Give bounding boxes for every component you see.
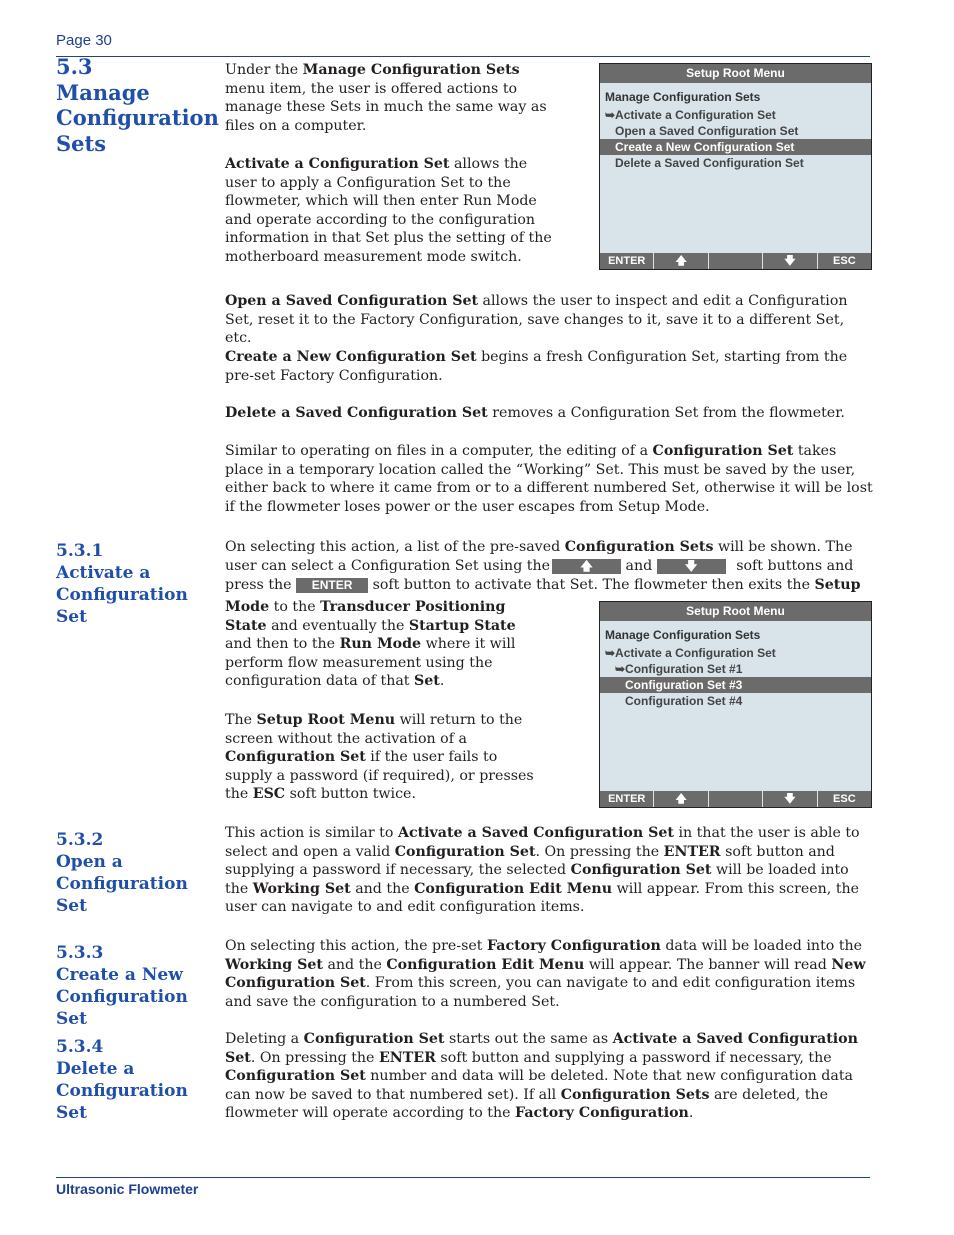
soft-key-bar <box>600 253 871 269</box>
soft-buttons-text: soft buttons and <box>736 558 854 574</box>
up-arrow-button-icon: 🡅 <box>552 559 621 574</box>
activate-summary-paragraph: Activate a Configuration Set allows the user to apply a Configuration Set to the flowmeter, which will then enter Run Mode and operate according to the configuration information in that Set plus the setting of the motherboard measurement mode switch. <box>225 156 552 265</box>
setup-root-return-paragraph: The Setup Root Menu will return to the screen without the activation of a Configuration Set if the user fails to supply a password (if required), or presses the ESC soft button twice. <box>225 712 534 803</box>
activate-detail-line3 <box>225 576 873 595</box>
footer-title: Ultrasonic Flowmeter <box>56 1181 199 1197</box>
setup-root-menu-screen-2 <box>599 601 872 808</box>
heading-5-3: 5.3 Manage Configuration Sets <box>56 54 219 156</box>
enter-button-icon: ENTER <box>296 578 368 593</box>
menu-item-delete[interactable]: Delete a Saved Configuration Set <box>615 156 804 170</box>
intro-paragraph: Under the Manage Configuration Sets menu item, the user is offered actions to manage these Sets in much the same way as files on a computer. <box>225 62 547 134</box>
blank-soft-key[interactable] <box>709 253 763 269</box>
delete-detail-paragraph: Deleting a Configuration Set starts out the same as Activate a Saved Configuration Set. On pressing the ENTER soft button and supplying a password if necessary, the Configuration Set number and data will be deleted. Note that new configuration data can now be saved to that numbered set). If all Configuration Sets are deleted, the flowmeter will operate according to the Factory Configuration. <box>225 1031 858 1122</box>
down-arrow-icon[interactable]: 🡇 <box>763 253 817 269</box>
up-arrow-icon[interactable]: 🡅 <box>654 253 708 269</box>
soft-key-bar <box>600 791 871 807</box>
menu-item-config-set-4[interactable]: Configuration Set #4 <box>625 694 743 708</box>
lcd-menu-header: Manage Configuration Sets <box>605 90 761 104</box>
menu-item-create-selected[interactable]: Create a New Configuration Set <box>600 139 871 155</box>
activate-detail-line1: On selecting this action, a list of the pre-saved Configuration Sets will be shown. The user can select a Configuration Set using the <box>225 539 853 574</box>
blank-soft-key[interactable] <box>709 791 763 807</box>
open-summary-paragraph: Open a Saved Configuration Set allows the user to inspect and edit a Configuration Set, reset it to the Factory Configuration, save changes to it, save it to a different Set, etc. <box>225 293 848 347</box>
and-text: and <box>625 558 653 574</box>
heading-5-3-1: 5.3.1 Activate a Configuration Set <box>56 541 188 627</box>
create-summary-paragraph: Create a New Configuration Set begins a fresh Configuration Set, starting from the pre-set Factory Configuration. <box>225 349 848 384</box>
activate-mode-paragraph: Mode to the Transducer Positioning State and eventually the Startup State and then to the Run Mode where it will perform flow measurement using the configuration data of that Set. <box>225 599 516 690</box>
open-detail-paragraph: This action is similar to Activate a Saved Configuration Set in that the user is able to select and open a valid Configuration Set. On pressing the ENTER soft button and supplying a password if necessary, the selected Configuration Set will be loaded into the Working Set and the Configuration Edit Menu will appear. From this screen, the user can navigate to and edit configuration items. <box>225 825 860 916</box>
down-arrow-icon[interactable]: 🡇 <box>763 791 817 807</box>
page-number: Page 30 <box>56 32 112 49</box>
delete-summary-paragraph: Delete a Saved Configuration Set removes a Configuration Set from the flowmeter. <box>225 405 845 421</box>
heading-5-3-2: 5.3.2 Open a Configuration Set <box>56 830 188 916</box>
activate-detail-line2 <box>552 557 872 576</box>
down-arrow-button-icon: 🡇 <box>657 559 726 574</box>
menu-item-open[interactable]: Open a Saved Configuration Set <box>615 124 799 138</box>
esc-soft-key[interactable]: ESC <box>833 255 856 267</box>
menu-item-activate[interactable]: ➥Activate a Configuration Set <box>605 108 776 122</box>
heading-5-3-4: 5.3.4 Delete a Configuration Set <box>56 1037 188 1123</box>
menu-item-config-set-3-selected[interactable]: Configuration Set #3 <box>600 677 871 693</box>
footer-rule <box>56 1177 870 1178</box>
press-the-text: press the <box>225 577 292 593</box>
lcd-title: Setup Root Menu <box>600 64 871 83</box>
enter-soft-key[interactable]: ENTER <box>600 791 654 807</box>
lcd-title: Setup Root Menu <box>600 602 871 621</box>
esc-soft-key[interactable]: ESC <box>833 793 856 805</box>
setup-root-menu-screen-1 <box>599 63 872 270</box>
enter-soft-key[interactable]: ENTER <box>600 253 654 269</box>
create-detail-paragraph: On selecting this action, the pre-set Factory Configuration data will be loaded into the Working Set and the Configuration Edit Menu will appear. The banner will read New Configuration Set. From this screen, you can navigate to and edit configuration items and save the configuration to a numbered Set. <box>225 938 866 1010</box>
lcd-menu-header: Manage Configuration Sets <box>605 628 761 642</box>
menu-item-config-set-1[interactable]: ➥Configuration Set #1 <box>615 662 743 676</box>
working-set-paragraph: Similar to operating on files in a computer, the editing of a Configuration Set takes place in a temporary location called the “Working” Set. This must be saved by the user, either back to where it came from or to a different numbered Set, otherwise it will be lost if the flowmeter loses power or the user escapes from Setup Mode. <box>225 443 873 515</box>
up-arrow-icon[interactable]: 🡅 <box>654 791 708 807</box>
heading-5-3-3: 5.3.3 Create a New Configuration Set <box>56 943 188 1029</box>
menu-item-activate[interactable]: ➥Activate a Configuration Set <box>605 646 776 660</box>
activate-exit-text: soft button to activate that Set. The flowmeter then exits the Setup <box>372 577 861 593</box>
